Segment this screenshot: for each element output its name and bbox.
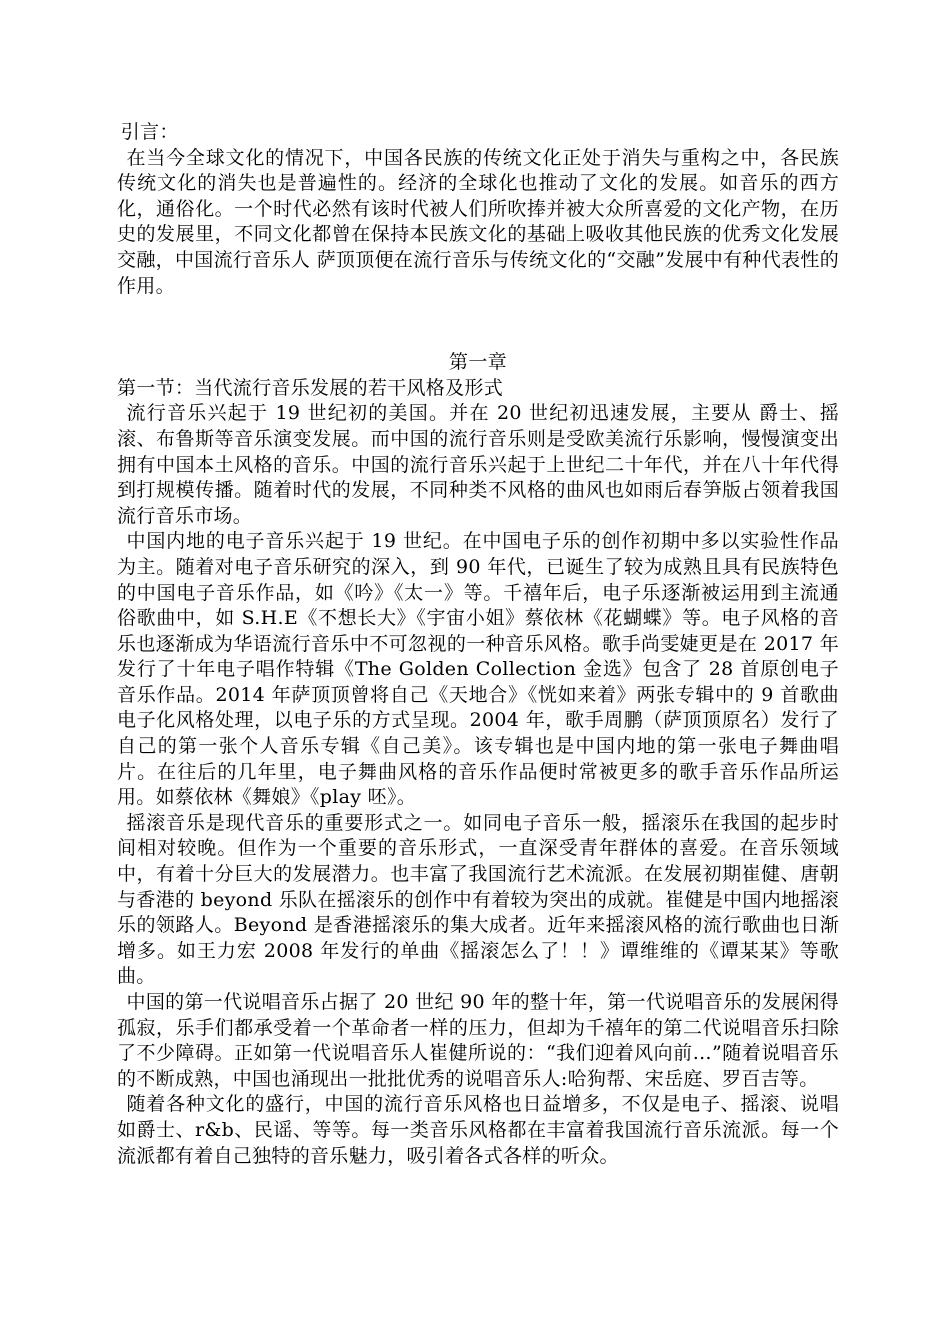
- paragraph-electronic: 中国内地的电子音乐兴起于 19 世纪。在中国电子乐的创作初期中多以实验性作品为主。随着对电子音乐研究的深入，到 90 年代，已诞生了较为成熟且具有民族特色的中国电子音乐作品，如《吟》《太一》等。千禧年后，电子乐逐渐被运用到主流通俗歌曲中，如 S.H.E《不想长大》《宇宙小姐》蔡依林《花蝴蝶》等。电子风格的音乐也逐渐成为华语流行音乐中不可忽视的一种音乐风格。歌手尚雯婕更是在 2017 年发行了十年电子唱作特辑《The Golden Collection 金选》包含了 28 首原创电子音乐作品。2014 年萨顶顶曾将自己《天地合》《恍如来着》两张专辑中的 9 首歌曲电子化风格处理，以电子乐的方式呈现。2004 年，歌手周鹏（萨顶顶原名）发行了自己的第一张个人音乐专辑《自己美》。该专辑也是中国内地的第一张电子舞曲唱片。在往后的几年里，电子舞曲风格的音乐作品便时常被更多的歌手音乐作品所运用。如蔡依林《舞娘》《play 呸》。: [117, 530, 839, 809]
- intro-label: 引言：: [120, 121, 179, 143]
- paragraph-rap: 中国的第一代说唱音乐占据了 20 世纪 90 年的整十年，第一代说唱音乐的发展闲得孤寂，乐手们都承受着一个革命者一样的压力，但却为千禧年的第二代说唱音乐扫除了不少障碍。正如第一代说唱音乐人崔健所说的：“我们迎着风向前…”随着说唱音乐的不断成熟，中国也涌现出一批批优秀的说唱音乐人:哈狗帮、宋岳庭、罗百吉等。: [117, 991, 839, 1090]
- section-title: 第一节：当代流行音乐发展的若干风格及形式: [117, 376, 504, 399]
- paragraph-pop-origins: 流行音乐兴起于 19 世纪初的美国。并在 20 世纪初迅速发展，主要从 爵士、摇滚、布鲁斯等音乐演变发展。而中国的流行音乐则是受欧美流行乐影响，慢慢演变出拥有中国本土风格的音乐。中国的流行音乐兴起于上世纪二十年代，并在八十年代得到打规模传播。随着时代的发展，不同种类不风格的曲风也如雨后春笋版占领着我国流行音乐市场。: [117, 402, 839, 527]
- intro-paragraph: 在当今全球文化的情况下，中国各民族的传统文化正处于消失与重构之中，各民族传统文化的消失也是普遍性的。经济的全球化也推动了文化的发展。如音乐的西方化，通俗化。一个时代必然有该时代被人们所吹捧并被大众所喜爱的文化产物，在历史的发展里，不同文化都曾在保持本民族文化的基础上吸收其他民族的优秀文化发展交融，中国流行音乐人 萨顶顶便在流行音乐与传统文化的“交融”发展中有种代表性的作用。: [117, 146, 839, 297]
- paragraph-styles-summary: 随着各种文化的盛行，中国的流行音乐风格也日益增多，不仅是电子、摇滚、说唱 如爵士、r&b、民谣、等等。每一类音乐风格都在丰富着我国流行音乐流派。每一个流派都有着自己独特的音乐魅力，吸引着各式各样的听众。: [117, 1093, 839, 1167]
- paragraph-rock: 摇滚音乐是现代音乐的重要形式之一。如同电子音乐一般，摇滚乐在我国的起步时间相对较晚。但作为一个重要的音乐形式，一直深受青年群体的喜爱。在音乐领域中，有着十分巨大的发展潜力。也丰富了我国流行艺术流派。在发展初期崔健、唐朝与香港的 beyond 乐队在摇滚乐的创作中有着较为突出的成就。崔健是中国内地摇滚乐的领路人。Beyond 是香港摇滚乐的集大成者。近年来摇滚风格的流行歌曲也日渐增多。如王力宏 2008 年发行的单曲《摇滚怎么了！！》谭维维的《谭某某》等歌曲。: [117, 811, 839, 988]
- chapter-one: [117, 350, 839, 1169]
- document-page: [117, 120, 839, 1169]
- intro-section: [117, 120, 839, 299]
- chapter-title: 第一章: [449, 351, 507, 374]
